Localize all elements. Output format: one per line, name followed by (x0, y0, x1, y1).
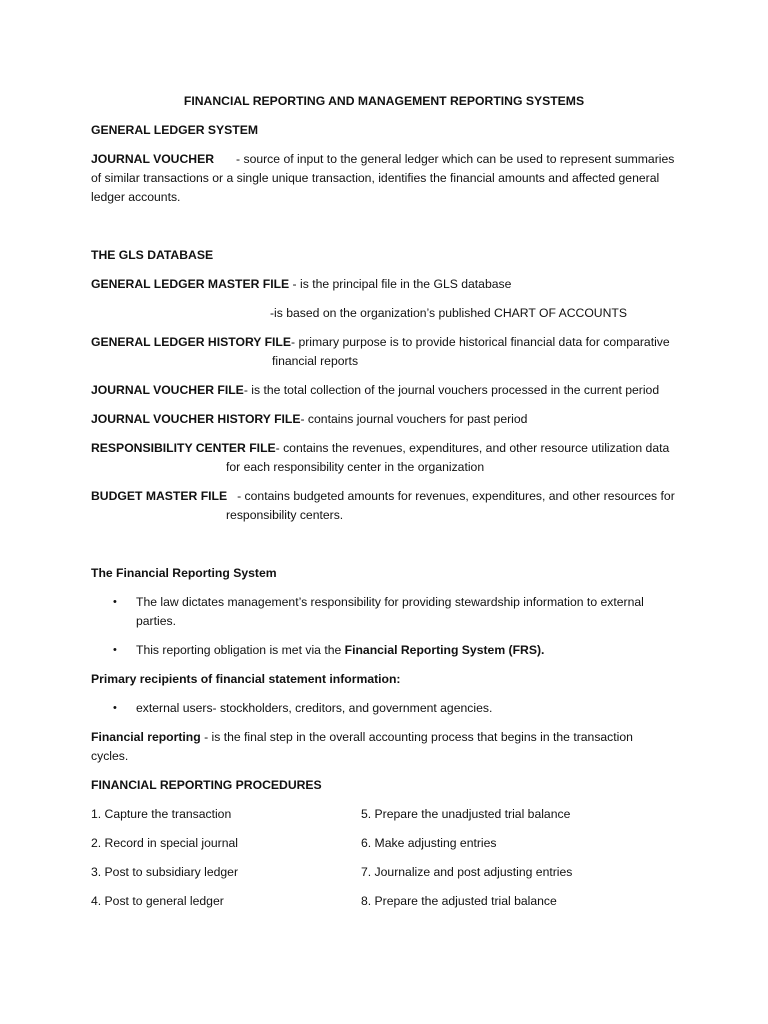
journal-voucher-line2: of similar transactions or a single unique transaction, identifies the financial amounts and affected general (91, 171, 660, 185)
bullet-2-text: This reporting obligation is met via the (136, 643, 345, 657)
jv-history-file-definition: - contains journal vouchers for past period (300, 412, 528, 426)
bullet-1-line2: parties. (136, 614, 176, 628)
gl-history-file-definition: - primary purpose is to provide historical financial data for comparative (291, 335, 670, 349)
financial-reporting-line2: cycles. (91, 749, 129, 763)
bullet-3-marker: • (113, 702, 117, 714)
bullet-2-marker: • (113, 644, 117, 656)
budget-master-file-definition: - contains budgeted amounts for revenues, expenditures, and other resources for (237, 489, 675, 503)
procedure-step-4: 4. Post to general ledger (91, 894, 224, 908)
procedure-step-2: 2. Record in special journal (91, 836, 239, 850)
heading-financial-reporting-procedures: FINANCIAL REPORTING PROCEDURES (91, 778, 322, 792)
bullet-1-marker: • (113, 596, 117, 608)
gl-history-file-line1 (91, 333, 670, 352)
procedure-step-8: 8. Prepare the adjusted trial balance (361, 894, 557, 908)
procedure-step-1: 1. Capture the transaction (91, 807, 232, 821)
procedure-step-6: 6. Make adjusting entries (361, 836, 497, 850)
journal-voucher-term: JOURNAL VOUCHER (91, 152, 215, 166)
financial-reporting-line1 (91, 728, 633, 747)
bullet-2-line (136, 641, 544, 660)
bullet-2-frs-term: Financial Reporting System (FRS). (344, 643, 545, 657)
responsibility-center-file-line1 (91, 439, 669, 458)
heading-gls-database: THE GLS DATABASE (91, 248, 214, 262)
procedure-step-7: 7. Journalize and post adjusting entries (361, 865, 573, 879)
journal-voucher-definition: - source of input to the general ledger which can be used to represent summaries (236, 152, 675, 166)
jv-history-file-term: JOURNAL VOUCHER HISTORY FILE (91, 412, 301, 426)
procedure-step-3: 3. Post to subsidiary ledger (91, 865, 239, 879)
responsibility-center-file-term: RESPONSIBILITY CENTER FILE (91, 441, 276, 455)
bullet-3-line: external users- stockholders, creditors, and government agencies. (136, 701, 493, 715)
budget-master-file-term: BUDGET MASTER FILE (91, 489, 228, 503)
jv-file-term: JOURNAL VOUCHER FILE (91, 383, 244, 397)
budget-master-file-line2: responsibility centers. (226, 508, 344, 522)
gl-master-file-line1 (91, 275, 511, 294)
gl-history-file-term: GENERAL LEDGER HISTORY FILE (91, 335, 291, 349)
heading-financial-reporting-system: The Financial Reporting System (91, 566, 277, 580)
jv-history-file-line (91, 410, 527, 429)
financial-reporting-definition: - is the final step in the overall accounting process that begins in the transaction (200, 730, 633, 744)
journal-voucher-line1 (91, 150, 674, 169)
procedure-step-5: 5. Prepare the unadjusted trial balance (361, 807, 571, 821)
heading-general-ledger-system: GENERAL LEDGER SYSTEM (91, 123, 259, 137)
budget-master-file-line1 (91, 487, 675, 506)
financial-reporting-term: Financial reporting (91, 730, 201, 744)
journal-voucher-line3: ledger accounts. (91, 190, 181, 204)
gl-master-file-term: GENERAL LEDGER MASTER FILE (91, 277, 290, 291)
responsibility-center-file-definition: - contains the revenues, expenditures, and other resource utilization data (275, 441, 670, 455)
gl-master-file-line2: -is based on the organization’s published CHART OF ACCOUNTS (270, 306, 627, 320)
document-title: FINANCIAL REPORTING AND MANAGEMENT REPORTING SYSTEMS (183, 94, 585, 108)
heading-primary-recipients: Primary recipients of financial statement information: (91, 672, 401, 686)
bullet-1-line1: The law dictates management’s responsibility for providing stewardship information to external (136, 595, 644, 609)
jv-file-line (91, 381, 659, 400)
gl-history-file-line2: financial reports (272, 354, 359, 368)
jv-file-definition: - is the total collection of the journal vouchers processed in the current period (243, 383, 660, 397)
gl-master-file-definition: - is the principal file in the GLS database (289, 277, 512, 291)
responsibility-center-file-line2: for each responsibility center in the organization (226, 460, 485, 474)
